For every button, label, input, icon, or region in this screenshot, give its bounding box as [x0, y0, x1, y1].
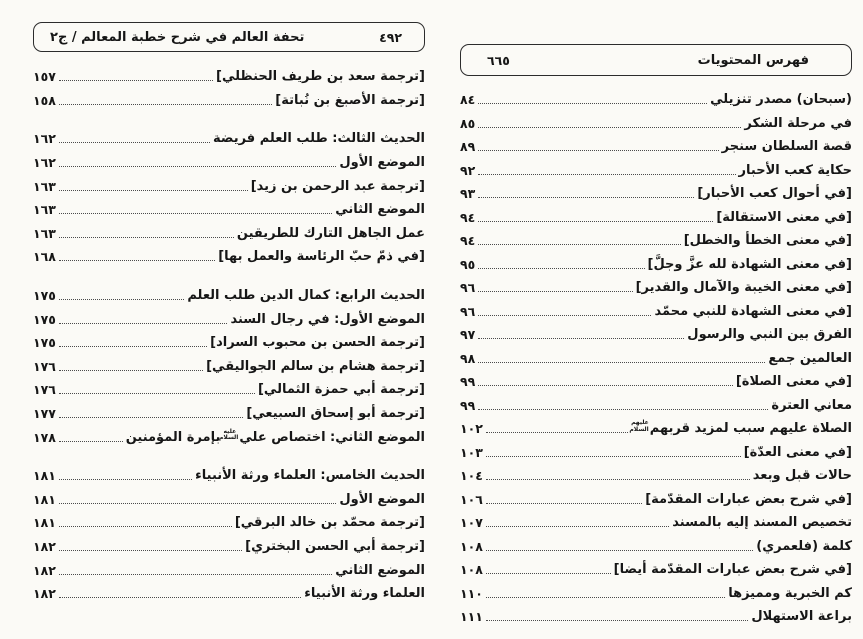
toc-entry-title: تخصيص المسند إليه بالمسند — [672, 515, 852, 531]
toc-row — [460, 253, 852, 277]
entry-page-number: ١١٠ — [460, 585, 483, 601]
entry-page-number: ١٠٨ — [460, 562, 483, 578]
leader-dots — [59, 213, 332, 214]
toc-row — [33, 488, 425, 512]
entry-page-number: ١٦٢ — [33, 131, 56, 147]
entry-page-number: ٩٤ — [460, 233, 476, 249]
toc-entry-title: [ترجمة هشام بن سالم الجواليقي] — [206, 358, 425, 374]
entry-page-number: ٩٩ — [460, 397, 476, 413]
entry-page-number: ١٧٦ — [33, 382, 56, 398]
toc-entry-title: الحديث الثالث: طلب العلم فريضة — [213, 131, 425, 147]
toc-entry-title: كم الخبرية ومميزها — [728, 585, 852, 601]
honorific-mark: عليه السلام — [218, 427, 239, 442]
toc-entry-title: العالمين جمع — [768, 350, 852, 366]
toc-entry-title: الفرق بين النبي والرسول — [687, 327, 852, 343]
entry-page-number: ١٦٢ — [33, 155, 56, 171]
toc-row — [33, 331, 425, 355]
toc-entry-title: [في ذمّ حبّ الرئاسة والعمل بها] — [218, 249, 425, 265]
leader-dots — [486, 620, 748, 621]
leader-dots — [59, 479, 192, 480]
leader-dots — [478, 338, 684, 339]
toc-entry-title: [في شرح بعض عبارات المقدّمة] — [645, 491, 852, 507]
entry-page-number: ٩٢ — [460, 162, 476, 178]
entry-page-number: ١٠٧ — [460, 515, 483, 531]
right-page — [460, 44, 852, 629]
right-page-header — [460, 44, 852, 76]
toc-row — [460, 112, 852, 136]
leader-dots — [486, 503, 642, 504]
toc-row — [33, 222, 425, 246]
toc-row — [33, 89, 425, 113]
toc-row — [33, 127, 425, 151]
toc-entry-title: الصلاة عليهم سبب لمزيد قربهم — [649, 421, 852, 437]
entry-page-number: ١٠٣ — [460, 444, 483, 460]
entry-page-number: ١٨٢ — [33, 586, 56, 602]
toc-row — [460, 464, 852, 488]
entry-page-number: ١٠٦ — [460, 491, 483, 507]
entry-page-number: ١٨٢ — [33, 562, 56, 578]
leader-dots — [59, 370, 203, 371]
toc-row — [460, 206, 852, 230]
entry-page-number: ١٦٣ — [33, 202, 56, 218]
entry-page-number: ١٧٨ — [33, 429, 56, 445]
entry-page-number: ١٨١ — [33, 515, 56, 531]
toc-row — [460, 511, 852, 535]
entry-page-number: ١٥٧ — [33, 69, 56, 85]
toc-row — [460, 88, 852, 112]
toc-row — [460, 300, 852, 324]
toc-entry-title: [ترجمة أبي الحسن البختري] — [245, 538, 425, 554]
toc-row — [460, 488, 852, 512]
toc-entry-title: قصة السلطان سنجر — [721, 139, 852, 155]
toc-entry-title: الموضع الثاني: اختصاص علي — [239, 429, 425, 445]
toc-entry-title: الموضع الثاني — [335, 202, 425, 218]
entry-page-number: ١٧٥ — [33, 311, 56, 327]
entry-page-number: ٨٥ — [460, 115, 476, 131]
entry-page-number: ١٠٢ — [460, 421, 483, 437]
entry-page-number: ١٨١ — [33, 491, 56, 507]
leader-dots — [59, 142, 210, 143]
toc-row — [460, 182, 852, 206]
leader-dots — [478, 150, 718, 151]
entry-page-number: ١٧٧ — [33, 406, 56, 422]
leader-dots — [486, 479, 750, 480]
entry-page-number: ١٨٢ — [33, 538, 56, 554]
toc-row — [33, 535, 425, 559]
toc-row — [33, 198, 425, 222]
toc-entry-title: [في معنى الاستقالة] — [716, 209, 852, 225]
toc-entry-title: [في معنى الشهادة للنبي محمّد — [654, 303, 852, 319]
toc-row — [460, 417, 852, 441]
right-page-folio-number: ٦٦٥ — [487, 52, 510, 68]
entry-page-number: ٩٥ — [460, 256, 476, 272]
leader-dots — [59, 299, 184, 300]
toc-row — [33, 378, 425, 402]
toc-entry-title: الموضع الأول — [339, 155, 425, 171]
leader-dots — [478, 268, 644, 269]
toc-entry-title: [في أحوال كعب الأحبار] — [697, 186, 852, 202]
entry-page-number: ١٠٨ — [460, 538, 483, 554]
toc-row — [33, 65, 425, 89]
leader-dots — [478, 244, 680, 245]
entry-page-number: ٩٩ — [460, 374, 476, 390]
leader-dots — [59, 80, 213, 81]
leader-dots — [59, 237, 234, 238]
toc-row — [33, 402, 425, 426]
entry-page-number: ١٨١ — [33, 468, 56, 484]
toc-row — [33, 307, 425, 331]
toc-entry-title: [في معنى الخطأ والخطل] — [683, 233, 852, 249]
leader-dots — [478, 127, 741, 128]
leader-dots — [59, 260, 215, 261]
toc-row — [33, 582, 425, 606]
entry-page-number: ١٦٣ — [33, 225, 56, 241]
leader-dots — [478, 385, 733, 386]
leader-dots — [59, 190, 248, 191]
toc-row — [460, 394, 852, 418]
toc-entry-title: [في معنى الصلاة] — [735, 374, 852, 390]
leader-dots — [478, 291, 632, 292]
entry-page-number: ٩٧ — [460, 327, 476, 343]
leader-dots — [59, 597, 301, 598]
right-page-running-title: فهرس المحتويات — [697, 52, 809, 68]
toc-entry-title: [في شرح بعض عبارات المقدّمة أيضا] — [613, 562, 852, 578]
leader-dots — [478, 362, 765, 363]
toc-entry-title: [في معنى العدّة] — [743, 444, 852, 460]
toc-entry-title: [ترجمة الأصبغ بن نُباتة] — [275, 92, 425, 108]
toc-row — [33, 355, 425, 379]
leader-dots — [478, 197, 694, 198]
entry-page-number: ٩٤ — [460, 209, 476, 225]
toc-entry-title: [ترجمة سعد بن طريف الحنظلي] — [216, 69, 425, 85]
toc-entry-title: معاني العترة — [771, 397, 852, 413]
toc-row — [460, 441, 852, 465]
left-page — [33, 22, 425, 605]
toc-entry-title: [ترجمة الحسن بن محبوب السراد] — [210, 335, 425, 351]
toc-row — [33, 151, 425, 175]
toc-row — [460, 229, 852, 253]
entry-page-number: ٨٤ — [460, 92, 476, 108]
entry-page-number: ١٠٤ — [460, 468, 483, 484]
entry-page-number: ٨٩ — [460, 139, 476, 155]
entry-page-number: ١٧٥ — [33, 288, 56, 304]
toc-entry-title: [ترجمة أبو إسحاق السبيعي] — [246, 406, 425, 422]
toc-entry-title: [ترجمة أبي حمزة الثمالي] — [257, 382, 425, 398]
leader-dots — [478, 174, 735, 175]
leader-dots — [486, 550, 753, 551]
toc-row — [33, 284, 425, 308]
leader-dots — [478, 221, 713, 222]
leader-dots — [59, 104, 272, 105]
toc-row — [33, 245, 425, 269]
toc-row — [33, 511, 425, 535]
toc-entry-title: الحديث الخامس: العلماء ورثة الأنبياء — [195, 468, 425, 484]
toc-entry-title: (سبحان) مصدر تنزيلي — [710, 92, 852, 108]
toc-entry-title: [في معنى الشهادة لله عزَّ وجلَّ] — [647, 256, 852, 272]
entry-page-number: ١٥٨ — [33, 92, 56, 108]
toc-row — [33, 174, 425, 198]
toc-row — [460, 370, 852, 394]
toc-row — [460, 558, 852, 582]
entry-page-number: ٩٦ — [460, 303, 476, 319]
entry-page-number: ١٧٦ — [33, 358, 56, 374]
entry-page-number: ١٦٣ — [33, 178, 56, 194]
leader-dots — [478, 409, 768, 410]
entry-page-number: ٩٨ — [460, 350, 476, 366]
toc-entry-title-after: بإمرة المؤمنين — [125, 429, 221, 445]
toc-entry-title: [في معنى الخيبة والآمال والقدير] — [635, 280, 852, 296]
toc-entry-title: الموضع الثاني — [335, 562, 425, 578]
entry-page-number: ١٦٨ — [33, 249, 56, 265]
entry-page-number: ١١١ — [460, 609, 483, 625]
entry-page-number: ١٧٥ — [33, 335, 56, 351]
honorific-mark: عليهم السلام — [629, 419, 649, 433]
entry-page-number: ٩٦ — [460, 280, 476, 296]
leader-dots — [486, 573, 611, 574]
leader-dots — [59, 503, 336, 504]
leader-dots — [59, 441, 123, 442]
leader-dots — [486, 526, 669, 527]
leader-dots — [59, 417, 243, 418]
toc-row — [33, 558, 425, 582]
toc-entry-title: كلمة (فلعمري) — [756, 538, 852, 554]
toc-entry-title: الموضع الأول: في رجال السند — [230, 311, 425, 327]
toc-row — [460, 347, 852, 371]
leader-dots — [486, 597, 725, 598]
toc-row — [460, 323, 852, 347]
toc-entry-title: عمل الجاهل التارك للطريقين — [236, 225, 425, 241]
toc-entry-title: براعة الاستهلال — [751, 609, 852, 625]
left-page-running-title: تحفة العالم في شرح خطبة المعالم / ج٢ — [50, 29, 305, 45]
leader-dots — [486, 456, 741, 457]
toc-entry-title: الموضع الأول — [339, 491, 425, 507]
toc-list-right — [460, 88, 852, 629]
leader-dots — [59, 550, 242, 551]
toc-row — [33, 464, 425, 488]
left-page-folio-number: ٤٩٢ — [379, 29, 402, 45]
toc-row — [460, 135, 852, 159]
toc-list-left — [33, 65, 425, 605]
entry-page-number: ٩٣ — [460, 186, 476, 202]
leader-dots — [478, 103, 707, 104]
leader-dots — [486, 432, 628, 433]
toc-row — [460, 605, 852, 629]
toc-entry-title: الحديث الرابع: كمال الدين طلب العلم — [187, 288, 425, 304]
toc-entry-title: حالات قبل وبعد — [752, 468, 852, 484]
left-page-header — [33, 22, 425, 52]
toc-row — [460, 159, 852, 183]
toc-entry-title: العلماء ورثة الأنبياء — [304, 586, 425, 602]
leader-dots — [59, 393, 255, 394]
toc-row — [33, 425, 425, 449]
toc-row — [460, 535, 852, 559]
toc-entry-title: حكاية كعب الأحبار — [738, 162, 852, 178]
toc-entry-title: [ترجمة محمّد بن خالد البرقي] — [234, 515, 425, 531]
leader-dots — [59, 574, 332, 575]
toc-row — [460, 276, 852, 300]
leader-dots — [59, 346, 207, 347]
leader-dots — [59, 166, 336, 167]
toc-row — [460, 582, 852, 606]
toc-entry-title: في مرحلة الشكر — [744, 115, 852, 131]
toc-entry-title: [ترجمة عبد الرحمن بن زيد] — [250, 178, 425, 194]
leader-dots — [59, 323, 228, 324]
leader-dots — [59, 526, 232, 527]
leader-dots — [478, 315, 651, 316]
